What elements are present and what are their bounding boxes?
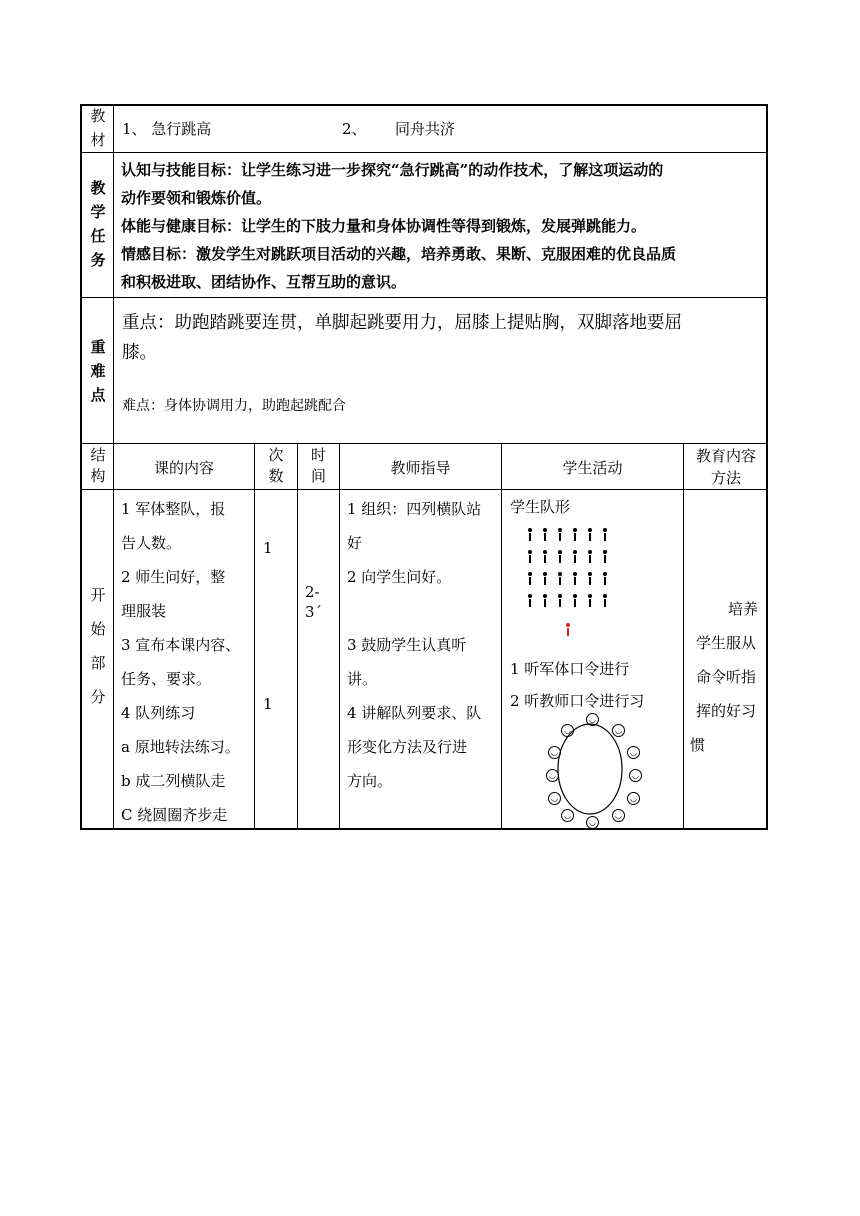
student-figure-icon xyxy=(558,550,562,563)
key-difficulty: 难点：身体协调用力，助跑起跳配合 xyxy=(122,398,346,414)
student-figure-icon xyxy=(558,572,562,585)
smiley-face-icon: ◡ xyxy=(627,792,640,805)
key-focus xyxy=(122,308,682,368)
duration-value xyxy=(305,582,322,622)
four-row-formation xyxy=(528,528,618,612)
label-char: 分 xyxy=(90,688,106,706)
teacher-marker-icon xyxy=(566,623,570,636)
smiley-face-icon: ◡ xyxy=(612,809,625,822)
duration-line: 3´ xyxy=(305,603,323,621)
smiley-face-icon: ◡ xyxy=(629,769,642,782)
student-figure-icon xyxy=(543,550,547,563)
opening-label xyxy=(84,578,112,714)
header-line: 方法 xyxy=(710,469,741,487)
student-line: 1 听军体口令进行 xyxy=(510,660,630,678)
teacher-line: 2 向学生问好。 xyxy=(347,568,452,586)
student-figure-icon xyxy=(573,572,577,585)
label-char: 开 xyxy=(90,586,106,604)
student-figure-icon xyxy=(543,528,547,541)
student-figure-icon xyxy=(603,572,607,585)
student-figure-icon xyxy=(603,594,607,607)
content-line: 任务、要求。 xyxy=(121,670,212,688)
label-char: 学 xyxy=(90,203,106,221)
circle-formation xyxy=(545,712,645,827)
header-student: 学生活动 xyxy=(562,459,623,477)
tasks-line: 认知与技能目标：让学生练习进一步探究“急行跳高”的动作技术，了解这项运动的 xyxy=(121,161,664,179)
student-figure-icon xyxy=(603,528,607,541)
teacher-line: 1 组织：四列横队站 xyxy=(347,500,482,518)
times-value: 1 xyxy=(263,695,273,713)
teacher-line: 3 鼓励学生认真听 xyxy=(347,636,467,654)
student-figure-icon xyxy=(528,528,532,541)
smiley-face-icon: ◡ xyxy=(586,816,599,829)
row-divider xyxy=(80,443,768,444)
material-label xyxy=(84,104,112,152)
smiley-face-icon: ◡ xyxy=(561,809,574,822)
student-figure-icon xyxy=(543,594,547,607)
opening-content xyxy=(121,492,253,832)
tasks-line: 情感目标：激发学生对跳跃项目活动的兴趣，培养勇敢、果断、克服困难的优良品质 xyxy=(121,245,677,263)
student-line: 2 听教师口令进行习 xyxy=(510,692,645,710)
student-figure-icon xyxy=(603,550,607,563)
student-figure-icon xyxy=(528,550,532,563)
content-line: 3 宣布本课内容、 xyxy=(121,636,241,654)
teacher-line: 讲。 xyxy=(347,670,378,688)
smiley-face-icon: ◡ xyxy=(612,724,625,737)
tasks-text xyxy=(121,156,766,296)
teacher-line: 4 讲解队列要求、队 xyxy=(347,704,482,722)
student-figure-icon xyxy=(543,572,547,585)
header-times xyxy=(255,445,297,487)
smiley-face-icon: ◡ xyxy=(627,746,640,759)
key-points-label xyxy=(84,335,112,407)
column-divider xyxy=(297,443,298,830)
column-divider xyxy=(254,443,255,830)
student-figure-icon xyxy=(573,550,577,563)
tasks-line: 体能与健康目标：让学生的下肢力量和身体协调性等得到锻炼，发展弹跳能力。 xyxy=(121,217,647,235)
row-divider xyxy=(80,152,768,153)
header-line: 构 xyxy=(90,467,106,485)
student-figure-icon xyxy=(588,572,592,585)
material-item-2-number: 2、 xyxy=(342,120,367,138)
student-figure-icon xyxy=(558,594,562,607)
smiley-face-icon: ◡ xyxy=(548,792,561,805)
student-figure-icon xyxy=(588,550,592,563)
label-char: 难 xyxy=(90,362,106,380)
smiley-face-icon: ◡ xyxy=(561,724,574,737)
material-item-1: 1、 急行跳高 xyxy=(122,120,212,138)
duration-line: 2- xyxy=(305,583,320,601)
column-divider xyxy=(339,443,340,830)
label-char: 任 xyxy=(90,227,106,245)
content-line: a 原地转法练习。 xyxy=(121,738,240,756)
tasks-line: 动作要领和锻炼价值。 xyxy=(121,189,272,207)
teacher-line: 方向。 xyxy=(347,772,393,790)
student-figure-icon xyxy=(558,528,562,541)
smiley-face-icon: ◡ xyxy=(546,769,559,782)
tasks-label xyxy=(84,176,112,272)
tasks-line: 和积极进取、团结协作、互帮互助的意识。 xyxy=(121,273,407,291)
circle-path-icon xyxy=(545,712,645,827)
student-activity xyxy=(510,653,644,717)
content-line: 告人数。 xyxy=(121,534,182,552)
header-line: 时 xyxy=(310,446,326,464)
student-figure-icon xyxy=(528,594,532,607)
opening-education xyxy=(686,592,766,762)
column-divider xyxy=(683,443,684,830)
material-item-2: 同舟共济 xyxy=(395,120,456,138)
header-education xyxy=(686,445,766,489)
teacher-line: 形变化方法及行进 xyxy=(347,738,468,756)
student-figure-icon xyxy=(588,528,592,541)
content-line: 理服装 xyxy=(121,602,167,620)
education-line: 挥的好习 xyxy=(695,702,756,720)
label-char: 教 xyxy=(90,179,106,197)
content-line: b 成二列横队走 xyxy=(121,772,226,790)
student-figure-icon xyxy=(588,594,592,607)
column-divider xyxy=(501,443,502,830)
row-divider xyxy=(80,297,768,298)
content-line: C 绕圆圈齐步走 xyxy=(121,806,228,824)
label-char: 务 xyxy=(90,251,106,269)
student-figure-icon xyxy=(573,594,577,607)
header-line: 数 xyxy=(268,467,284,485)
focus-line: 重点：助跑踏跳要连贯，单脚起跳要用力，屈膝上提贴胸，双脚落地要屈 xyxy=(122,313,682,333)
times-value: 1 xyxy=(263,539,273,557)
education-line: 命令听指 xyxy=(695,668,756,686)
header-structure xyxy=(84,445,112,487)
label-char: 部 xyxy=(90,654,106,672)
opening-teacher xyxy=(347,492,499,798)
education-line: 培养 xyxy=(727,600,758,618)
label-char: 始 xyxy=(90,620,106,638)
smiley-face-icon: ◡ xyxy=(548,746,561,759)
education-line: 学生服从 xyxy=(695,634,756,652)
teacher-line xyxy=(347,594,499,628)
content-line: 4 队列练习 xyxy=(121,704,196,722)
content-line: 1 军体整队，报 xyxy=(121,500,226,518)
student-formation-title: 学生队形 xyxy=(510,498,571,516)
header-line: 次 xyxy=(268,446,284,464)
education-line: 惯 xyxy=(690,736,706,754)
row-divider xyxy=(80,489,768,490)
header-duration xyxy=(298,445,339,487)
header-content: 课的内容 xyxy=(153,459,214,477)
label-char: 重 xyxy=(90,338,106,356)
header-line: 结 xyxy=(90,446,106,464)
label-char: 材 xyxy=(90,131,106,149)
header-line: 间 xyxy=(310,467,326,485)
content-line: 2 师生问好，整 xyxy=(121,568,226,586)
focus-line: 膝。 xyxy=(122,343,157,363)
smiley-face-icon: ◡ xyxy=(586,713,599,726)
header-teacher: 教师指导 xyxy=(390,459,451,477)
student-figure-icon xyxy=(528,572,532,585)
label-char: 教 xyxy=(90,107,106,125)
header-line: 教育内容 xyxy=(695,447,756,465)
student-figure-icon xyxy=(573,528,577,541)
label-char: 点 xyxy=(90,386,106,404)
teacher-line: 好 xyxy=(347,534,363,552)
